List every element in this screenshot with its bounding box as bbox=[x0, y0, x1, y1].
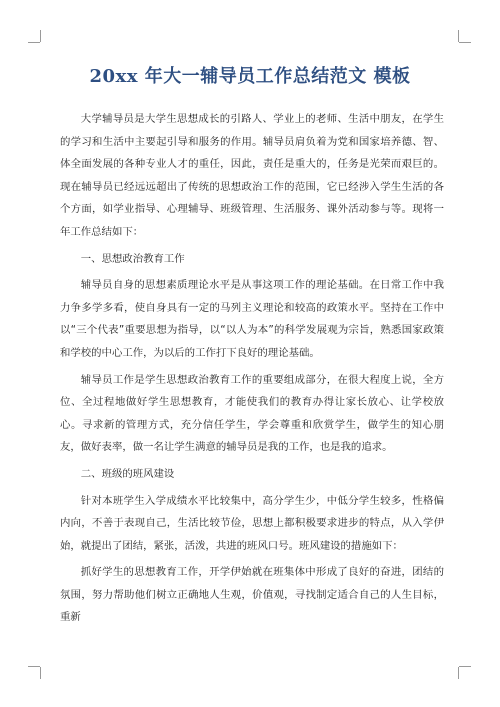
paragraph-ideological-work: 抓好学生的思想教育工作，开学伊始就在班集体中形成了良好的奋进，团结的氛围，努力帮助他们树立正确地人生观，价值观，寻找制定适合自己的人生目标，重新 bbox=[60, 566, 444, 624]
section-heading-ideology: 一、思想政治教育工作 bbox=[80, 252, 185, 265]
paragraph-intro: 大学辅导员是大学生思想成长的引路人、学业上的老师、生活中朋友，在学生的学习和生活中主要起引导和服务的作用。辅导员肩负着为党和国家培养德、智、体全面发展的各种专业人才的重任，因此，责任是重大的，任务是光荣而艰巨的。现在辅导员已经远远超出了传统的思想政治工作的范围，它已经涉入学生生活的各个方面，如学业指导、心理辅导、班级管理、生活服务、课外活动参与等。现将一年工作总结如下： bbox=[60, 113, 444, 238]
paragraph-class-traits: 针对本班学生入学成绩水平比较集中，高分学生少，中低分学生较多，性格偏内向，不善于表现自己，生活比较节俭，思想上都积极要求进步的特点，从入学伊始，就提出了团结，紧张，活泼，共进的班风口号。班风建设的措施如下： bbox=[60, 494, 444, 552]
document-title: 20xx 年大一辅导员工作总结范文 模板 bbox=[89, 66, 411, 87]
paragraph-theory: 辅导员自身的思想素质理论水平是从事这项工作的理论基础。在日常工作中我力争多学多看，使自身具有一定的马列主义理论和较高的政策水平。坚持在工作中以“三个代表”重要思想为指导，以“以人为本”的科学发展观为宗旨，熟悉国家政策和学校的中心工作，为以后的工作打下良好的理论基础。 bbox=[60, 279, 444, 359]
paragraph-counselor-role: 辅导员工作是学生思想政治教育工作的重要组成部分，在很大程度上说，全方位、全过程地做好学生思想教育，才能使我们的教育办得让家长放心、让学校放心。寻求新的管理方式，充分信任学生，学会尊重和欣赏学生，做学生的知心朋友，做好表率，做一名让学生满意的辅导员是我的工作，也是我的追求。 bbox=[60, 373, 444, 454]
section-heading-class-style: 二、班级的班风建设 bbox=[80, 467, 175, 480]
document-body bbox=[60, 108, 444, 629]
